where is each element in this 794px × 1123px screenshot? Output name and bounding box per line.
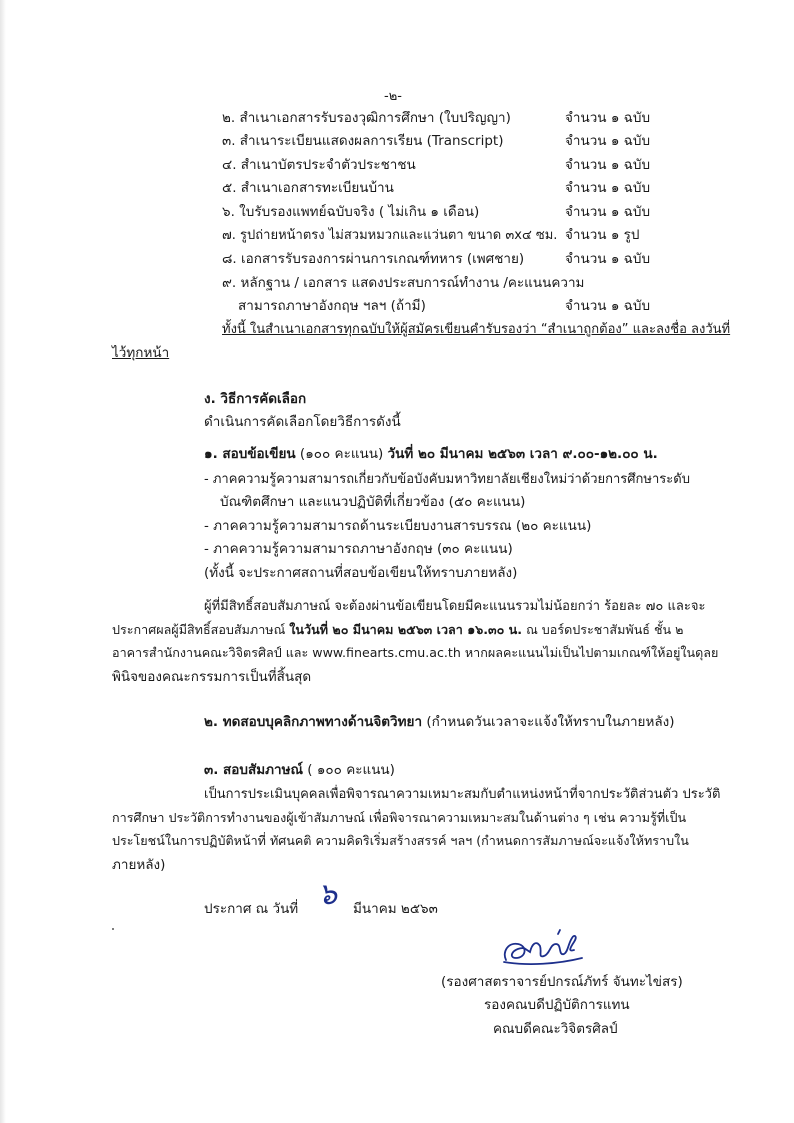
section-heading: ง. วิธีการคัดเลือก — [204, 391, 307, 407]
announce-day-handwritten: ๖ — [318, 877, 338, 912]
psych-heading — [204, 716, 675, 730]
exam-para-line4: พินิจของคณะกรรมการเป็นที่สิ้นสุด — [112, 669, 312, 685]
interview-line2: การศึกษา ประวัติการทำงานของผู้เข้าสัมภาษณ์ เพื่อพิจารณาความเหมาะสมในด้านต่าง ๆ เช่น ความรู้ที่เป็น — [112, 810, 687, 825]
exam-heading-score: (๑๐๐ คะแนน) — [295, 446, 388, 462]
exam-para-line2-c: ณ บอร์ดประชาสัมพันธ์ ชั้น ๒ — [522, 622, 684, 637]
exam-item-1-cont: บัณฑิตศึกษา และแนวปฏิบัติที่เกี่ยวข้อง (๕๐ คะแนน) — [220, 494, 526, 510]
exam-para-line3: อาคารสำนักงานคณะวิจิตรศิลป์ และ www.finearts.cmu.ac.th หากผลคะแนนไม่เป็นไปตามเกณฑ์ให้อยู่ในดุลย — [112, 645, 719, 660]
certify-note: ทั้งนี้ ในสำเนาเอกสารทุกฉบับให้ผู้สมัครเขียนคำรับรองว่า “สำเนาถูกต้อง” และลงชื่อ ลงวันที่ — [222, 322, 731, 337]
signer-position-2: คณบดีคณะวิจิตรศิลป์ — [493, 1021, 618, 1037]
section-intro: ดำเนินการคัดเลือกโดยวิธีการดังนี้ — [204, 414, 401, 430]
exam-heading-date: วันที่ ๒๐ มีนาคม ๒๕๖๓ เวลา ๙.๐๐-๑๒.๐๐ น. — [387, 446, 658, 462]
doc-qty-4: จำนวน ๑ ฉบับ — [565, 157, 651, 173]
doc-item-9-cont: สามารถภาษาอังกฤษ ฯลฯ (ถ้ามี) — [238, 298, 426, 314]
exam-item-1: - ภาคความรู้ความสามารถเกี่ยวกับข้อบังคับมหาวิทยาลัยเชียงใหม่ว่าด้วยการศึกษาระดับ — [204, 472, 690, 487]
doc-item-8: ๘. เอกสารรับรองการผ่านการเกณฑ์ทหาร (เพศชาย) — [222, 251, 525, 267]
exam-para-line2 — [112, 624, 683, 637]
doc-item-5: ๕. สำเนาเอกสารทะเบียนบ้าน — [222, 180, 394, 196]
doc-item-6: ๖. ใบรับรองแพทย์ฉบับจริง ( ไม่เกิน ๑ เดือน) — [222, 204, 480, 220]
page-number: -๒- — [384, 89, 402, 104]
interview-line1: เป็นการประเมินบุคคลเพื่อพิจารณาความเหมาะสมกับตำแหน่งหน้าที่จากประวัติส่วนตัว ประวัติ — [204, 787, 721, 802]
exam-note: (ทั้งนี้ จะประกาศสถานที่สอบข้อเขียนให้ทราบภายหลัง) — [204, 565, 518, 581]
exam-item-3: - ภาคความรู้ความสามารถภาษาอังกฤษ (๓๐ คะแนน) — [204, 541, 513, 557]
interview-heading — [204, 764, 395, 778]
doc-item-4: ๔. สำเนาบัตรประจำตัวประชาชน — [222, 157, 416, 173]
certify-note-cont: ไว้ทุกหน้า — [112, 345, 170, 361]
doc-item-3: ๓. สำเนาระเบียนแสดงผลการเรียน (Transcript) — [222, 133, 504, 149]
doc-qty-7: จำนวน ๑ รูป — [565, 227, 640, 243]
exam-item-2: - ภาคความรู้ความสามารถด้านระเบียบงานสารบรรณ (๒๐ คะแนน) — [204, 518, 592, 534]
doc-item-7: ๗. รูปถ่ายหน้าตรง ไม่สวมหมวกและแว่นตา ขนาด ๓x๔ ซม. — [222, 228, 558, 243]
exam-heading — [204, 448, 658, 462]
signature-mark — [498, 922, 588, 974]
exam-para-line1: ผู้ที่มีสิทธิ์สอบสัมภาษณ์ จะต้องผ่านข้อเขียนโดยมีคะแนนรวมไม่น้อยกว่า ร้อยละ ๗๐ และจะ — [204, 599, 706, 614]
signer-name: (รองศาสตราจารย์ปกรณ์ภัทร์ จันทะไข่สร) — [441, 974, 683, 990]
announce-month-year: มีนาคม ๒๕๖๓ — [353, 901, 438, 917]
doc-qty-2: จำนวน ๑ ฉบับ — [565, 110, 651, 126]
exam-para-line2-b: ในวันที่ ๒๐ มีนาคม ๒๕๖๓ เวลา ๑๖.๓๐ น. — [289, 622, 523, 637]
interview-heading-title: ๓. สอบสัมภาษณ์ — [204, 762, 304, 778]
exam-para-line2-a: ประกาศผลผู้มีสิทธิ์สอบสัมภาษณ์ — [112, 622, 290, 637]
scan-speck — [112, 928, 114, 930]
psych-heading-note: (กำหนดวันเวลาจะแจ้งให้ทราบในภายหลัง) — [422, 714, 675, 730]
signer-position-1: รองคณบดีปฏิบัติการแทน — [484, 997, 630, 1013]
scan-edge-shadow — [0, 0, 6, 1123]
exam-heading-title: ๑. สอบข้อเขียน — [204, 446, 296, 462]
doc-qty-6: จำนวน ๑ ฉบับ — [565, 204, 651, 220]
psych-heading-title: ๒. ทดสอบบุคลิกภาพทางด้านจิตวิทยา — [204, 714, 423, 730]
doc-item-9: ๙. หลักฐาน / เอกสาร แสดงประสบการณ์ทำงาน /คะแนนความ — [222, 275, 585, 291]
announce-prefix: ประกาศ ณ วันที่ — [204, 901, 299, 917]
doc-item-2: ๒. สำเนาเอกสารรับรองวุฒิการศึกษา (ใบปริญญา) — [222, 110, 511, 126]
interview-line3: ประโยชน์ในการปฏิบัติหน้าที่ ทัศนคติ ความคิดริเริ่มสร้างสรรค์ ฯลฯ (กำหนดการสัมภาษณ์จะแจ้งให้ทราบใน — [112, 833, 689, 848]
doc-qty-3: จำนวน ๑ ฉบับ — [565, 133, 651, 149]
interview-heading-score: ( ๑๐๐ คะแนน) — [303, 762, 395, 778]
doc-qty-8: จำนวน ๑ ฉบับ — [565, 251, 651, 267]
doc-qty-5: จำนวน ๑ ฉบับ — [565, 180, 651, 196]
interview-line4: ภายหลัง) — [112, 857, 166, 873]
doc-qty-9: จำนวน ๑ ฉบับ — [565, 298, 651, 314]
